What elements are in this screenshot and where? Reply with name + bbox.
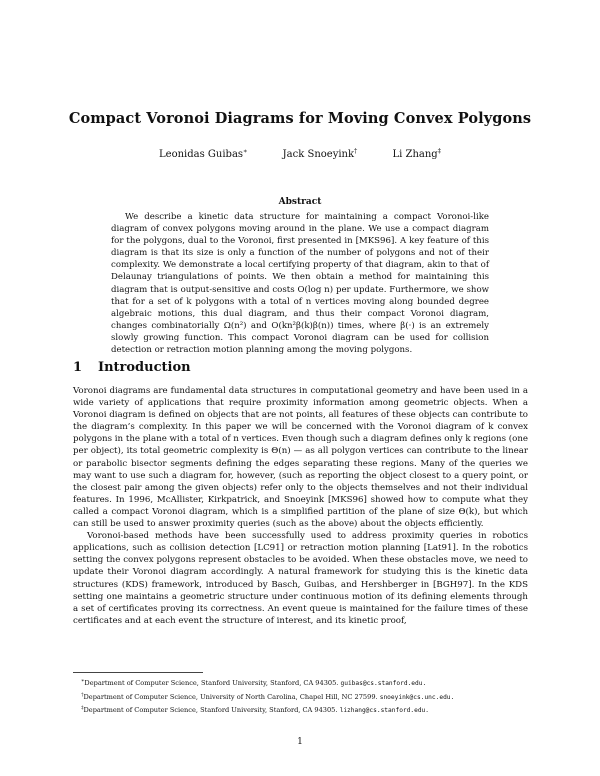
section-title: Introduction — [98, 360, 191, 375]
footnote — [81, 690, 541, 704]
author — [159, 147, 247, 160]
footnote-email: snoeyink@cs.unc.edu. — [379, 693, 455, 701]
abstract-heading: Abstract — [278, 197, 322, 207]
footnote-mark: ‡ — [81, 705, 84, 712]
footnote-mark: ∗ — [81, 678, 85, 684]
footnote-email: lizhang@cs.stanford.edu. — [339, 707, 429, 715]
footnote-mark: † — [81, 691, 84, 698]
author — [283, 147, 358, 160]
footnote-text: Department of Computer Science, Stanford University, Stanford, CA 94305. — [83, 706, 338, 715]
body-paragraph: Voronoi diagrams are fundamental data structures in computational geometry and have been used in a wide variety of applications that require proximity information among geometric objects. When a Voronoi diagram is defined on objects that are not points, all features of these objects can contribute to the diagram’s complexity. In this paper we will be concerned with the Voronoi diagram of k convex polygons in the plane with a total of n vertices. Even though such a diagram defines only k regions (one per object), its total geometric complexity is Θ(n) — as all polygon vertices can contribute to the linear or parabolic bisector segments defining the edges separating these regions. Many of the queries we may want to use such a diagram for, however, (such as reporting the object closest to a query point, or the closest pair among the given objects) refer only to the objects themselves and not their individual features. In 1996, McAllister, Kirkpatrick, and Snoeyink [MKS96] showed how to compute what they called a compact Voronoi diagram, which is a simplified partition of the plane of size Θ(k), but which can still be used to answer proximity queries (such as the above) about the objects efficiently. — [73, 386, 528, 530]
author-name: Jack Snoeyink — [282, 149, 355, 161]
footnote-email: guibas@cs.stanford.edu. — [340, 680, 427, 688]
footnote-text: Department of Computer Science, Stanford University, Stanford, CA 94305. — [84, 679, 339, 688]
paper-title: Compact Voronoi Diagrams for Moving Convex Polygons — [68, 110, 532, 127]
section-heading — [73, 360, 191, 375]
body-paragraph: Voronoi-based methods have been successfully used to address proximity queries in robotics applications, such as collision detection [LC91] or retraction motion planning [Lat91]. In the robotics setting the convex polygons represent obstacles to be avoided. When these obstacles move, we need to update their Voronoi diagram accordingly. A natural framework for studying this is the kinetic data structures (KDS) framework, introduced by Basch, Guibas, and Hershberger in [BGH97]. In the KDS setting one maintains a geometric structure under continuous motion of its defining elements through a set of certificates proving its correctness. An event queue is maintained for the failure times of these certificates and at each event the structure of interest, and its kinetic proof, — [73, 531, 528, 626]
footnotes — [81, 676, 541, 717]
author-footnote-mark: ‡ — [437, 147, 441, 155]
page-number: 1 — [297, 737, 303, 747]
section-body — [73, 385, 528, 627]
section-number: 1 — [73, 360, 83, 375]
author — [392, 147, 440, 160]
footnote-text: Department of Computer Science, University of North Carolina, Chapel Hill, NC 27599. — [83, 692, 378, 701]
abstract — [111, 211, 489, 356]
abstract-text: We describe a kinetic data structure for maintaining a compact Voronoi-like diagram of convex polygons moving around in the plane. We use a compact diagram for the polygons, dual to the Voronoi, first presented in [MKS96]. A key feature of this diagram is that its size is only a function of the number of polygons and not of their complexity. We demonstrate a local certifying property of that diagram, akin to that of Delaunay triangulations of points. We then obtain a method for maintaining this diagram that is output-sensitive and costs O(log n) per update. Furthermore, we show that for a set of k polygons with a total of n vertices moving along bounded degree algebraic motions, this dual diagram, and thus their compact Voronoi diagram, changes combinatorially Ω(n²) and O(kn²β(k)β(n)) times, where β(·) is an extremely slowly growing function. This compact Voronoi diagram can be used for collision detection or retraction motion planning among the moving polygons. — [111, 212, 489, 356]
author-footnote-mark: ∗ — [243, 147, 248, 155]
footnote-rule — [73, 672, 203, 673]
footnote — [81, 703, 541, 717]
author-name: Leonidas Guibas — [159, 149, 244, 161]
author-list — [0, 147, 600, 160]
footnote — [81, 676, 541, 690]
author-footnote-mark: † — [354, 147, 358, 155]
author-name: Li Zhang — [392, 149, 438, 161]
